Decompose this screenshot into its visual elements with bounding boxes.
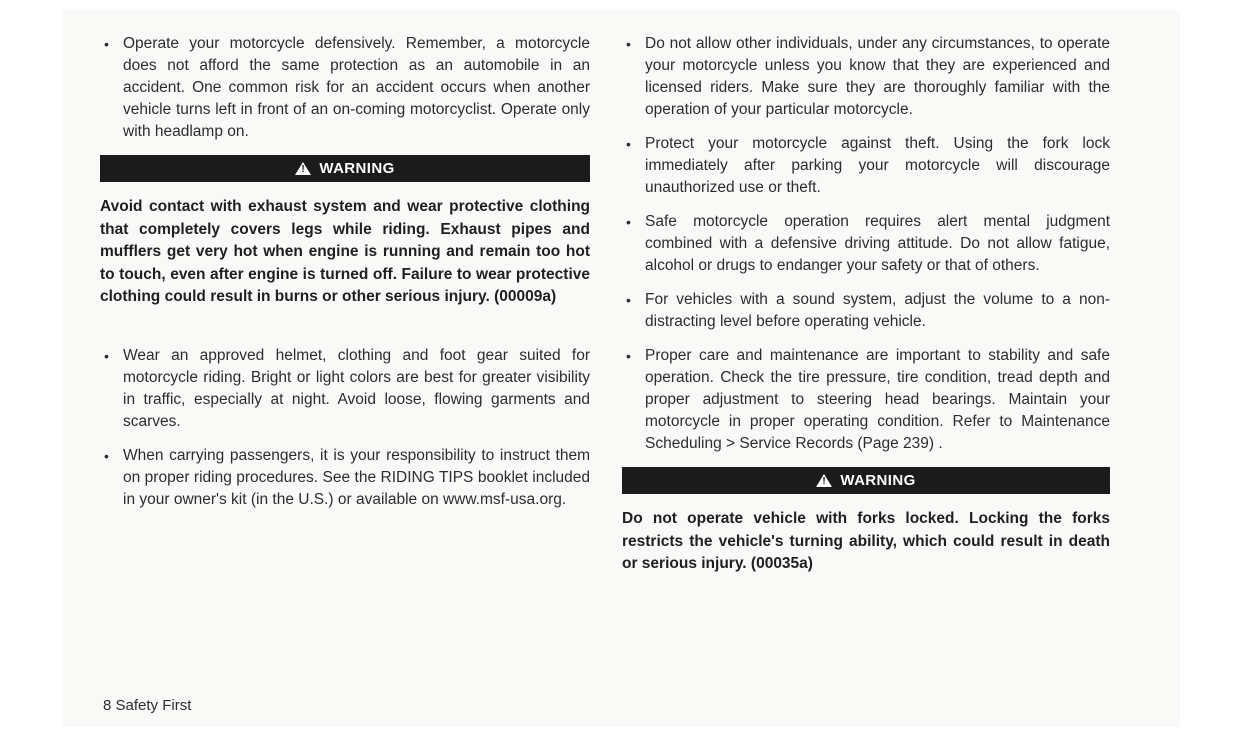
bullet-marker-icon: • (104, 347, 109, 364)
warning-triangle-icon (295, 162, 311, 175)
bullet-text: Wear an approved helmet, clothing and foot gear suited for motorcycle riding. Bright or light colors are best for greater visibility in traffic, especially at night. Avoid loose, flowing garments and scarves. (123, 346, 590, 430)
bullet-text: Operate your motorcycle defensively. Remember, a motorcycle does not afford the same protection as an automobile in an accident. One common risk for an accident occurs when another vehicle turns left in front of an on-coming motorcyclist. Operate only with headlamp on. (123, 35, 590, 140)
bullet-marker-icon: • (626, 348, 631, 364)
right-column (622, 33, 1110, 576)
warning-header-bar (622, 467, 1110, 494)
page-footer (103, 697, 191, 714)
manual-page (62, 10, 1180, 727)
page-number: 8 (103, 697, 112, 714)
left-column (100, 33, 590, 576)
bullet-marker-icon: • (626, 136, 631, 152)
warning-body-text: Avoid contact with exhaust system and wear protective clothing that completely covers legs while riding. Exhaust pipes and mufflers get very hot when engine is running and remain too hot to touch, even after engine is turned off. Failure to wear protective clothing could result in burns or other serious injury. (00009a) (100, 198, 590, 305)
bullet-marker-icon: • (626, 214, 631, 230)
bullet-marker-icon: • (626, 292, 631, 308)
bullet-text: For vehicles with a sound system, adjust the volume to a non-distracting level before operating vehicle. (645, 291, 1110, 330)
bullet-text: Protect your motorcycle against theft. Using the fork lock immediately after parking your motorcycle will discourage unauthorized use or theft. (645, 135, 1110, 196)
warning-box-exhaust (100, 155, 590, 309)
bullet-item (622, 289, 1110, 333)
bullet-item (622, 345, 1110, 455)
warning-triangle-icon (816, 474, 832, 487)
warning-title: WARNING (319, 160, 395, 177)
bullet-marker-icon: • (626, 36, 631, 52)
bullet-item (622, 133, 1110, 199)
bullet-item (100, 445, 590, 511)
section-title: Safety First (115, 697, 192, 714)
warning-box-fork-lock (622, 467, 1110, 576)
two-column-layout (62, 10, 1180, 576)
bullet-item (622, 33, 1110, 121)
warning-header-bar (100, 155, 590, 182)
bullet-text: When carrying passengers, it is your responsibility to instruct them on proper riding procedures. See the RIDING TIPS booklet included in your owner's kit (in the U.S.) or available on www.msf-usa.org. (123, 446, 590, 508)
bullet-text: Do not allow other individuals, under any circumstances, to operate your motorcycle unless you know that they are experienced and licensed riders. Make sure they are thoroughly familiar with the operation of your particular motorcycle. (645, 35, 1110, 118)
bullet-item (100, 345, 590, 433)
bullet-text: Proper care and maintenance are important to stability and safe operation. Check the tire pressure, tire condition, tread depth and proper adjustment to steering head bearings. Maintain your motorcycle in proper operating condition. Refer to Maintenance Scheduling > Service Records (Page 239) . (645, 347, 1110, 452)
bullet-item (622, 211, 1110, 277)
bullet-marker-icon: • (104, 36, 109, 52)
bullet-marker-icon: • (104, 447, 109, 464)
warning-title: WARNING (840, 472, 916, 489)
bullet-item (100, 33, 590, 143)
bullet-text: Safe motorcycle operation requires alert mental judgment combined with a defensive driving attitude. Do not allow fatigue, alcohol or drugs to endanger your safety or that of others. (645, 213, 1110, 274)
warning-body-text: Do not operate vehicle with forks locked. Locking the forks restricts the vehicle's turning ability, which could result in death or serious injury. (00035a) (622, 510, 1110, 572)
